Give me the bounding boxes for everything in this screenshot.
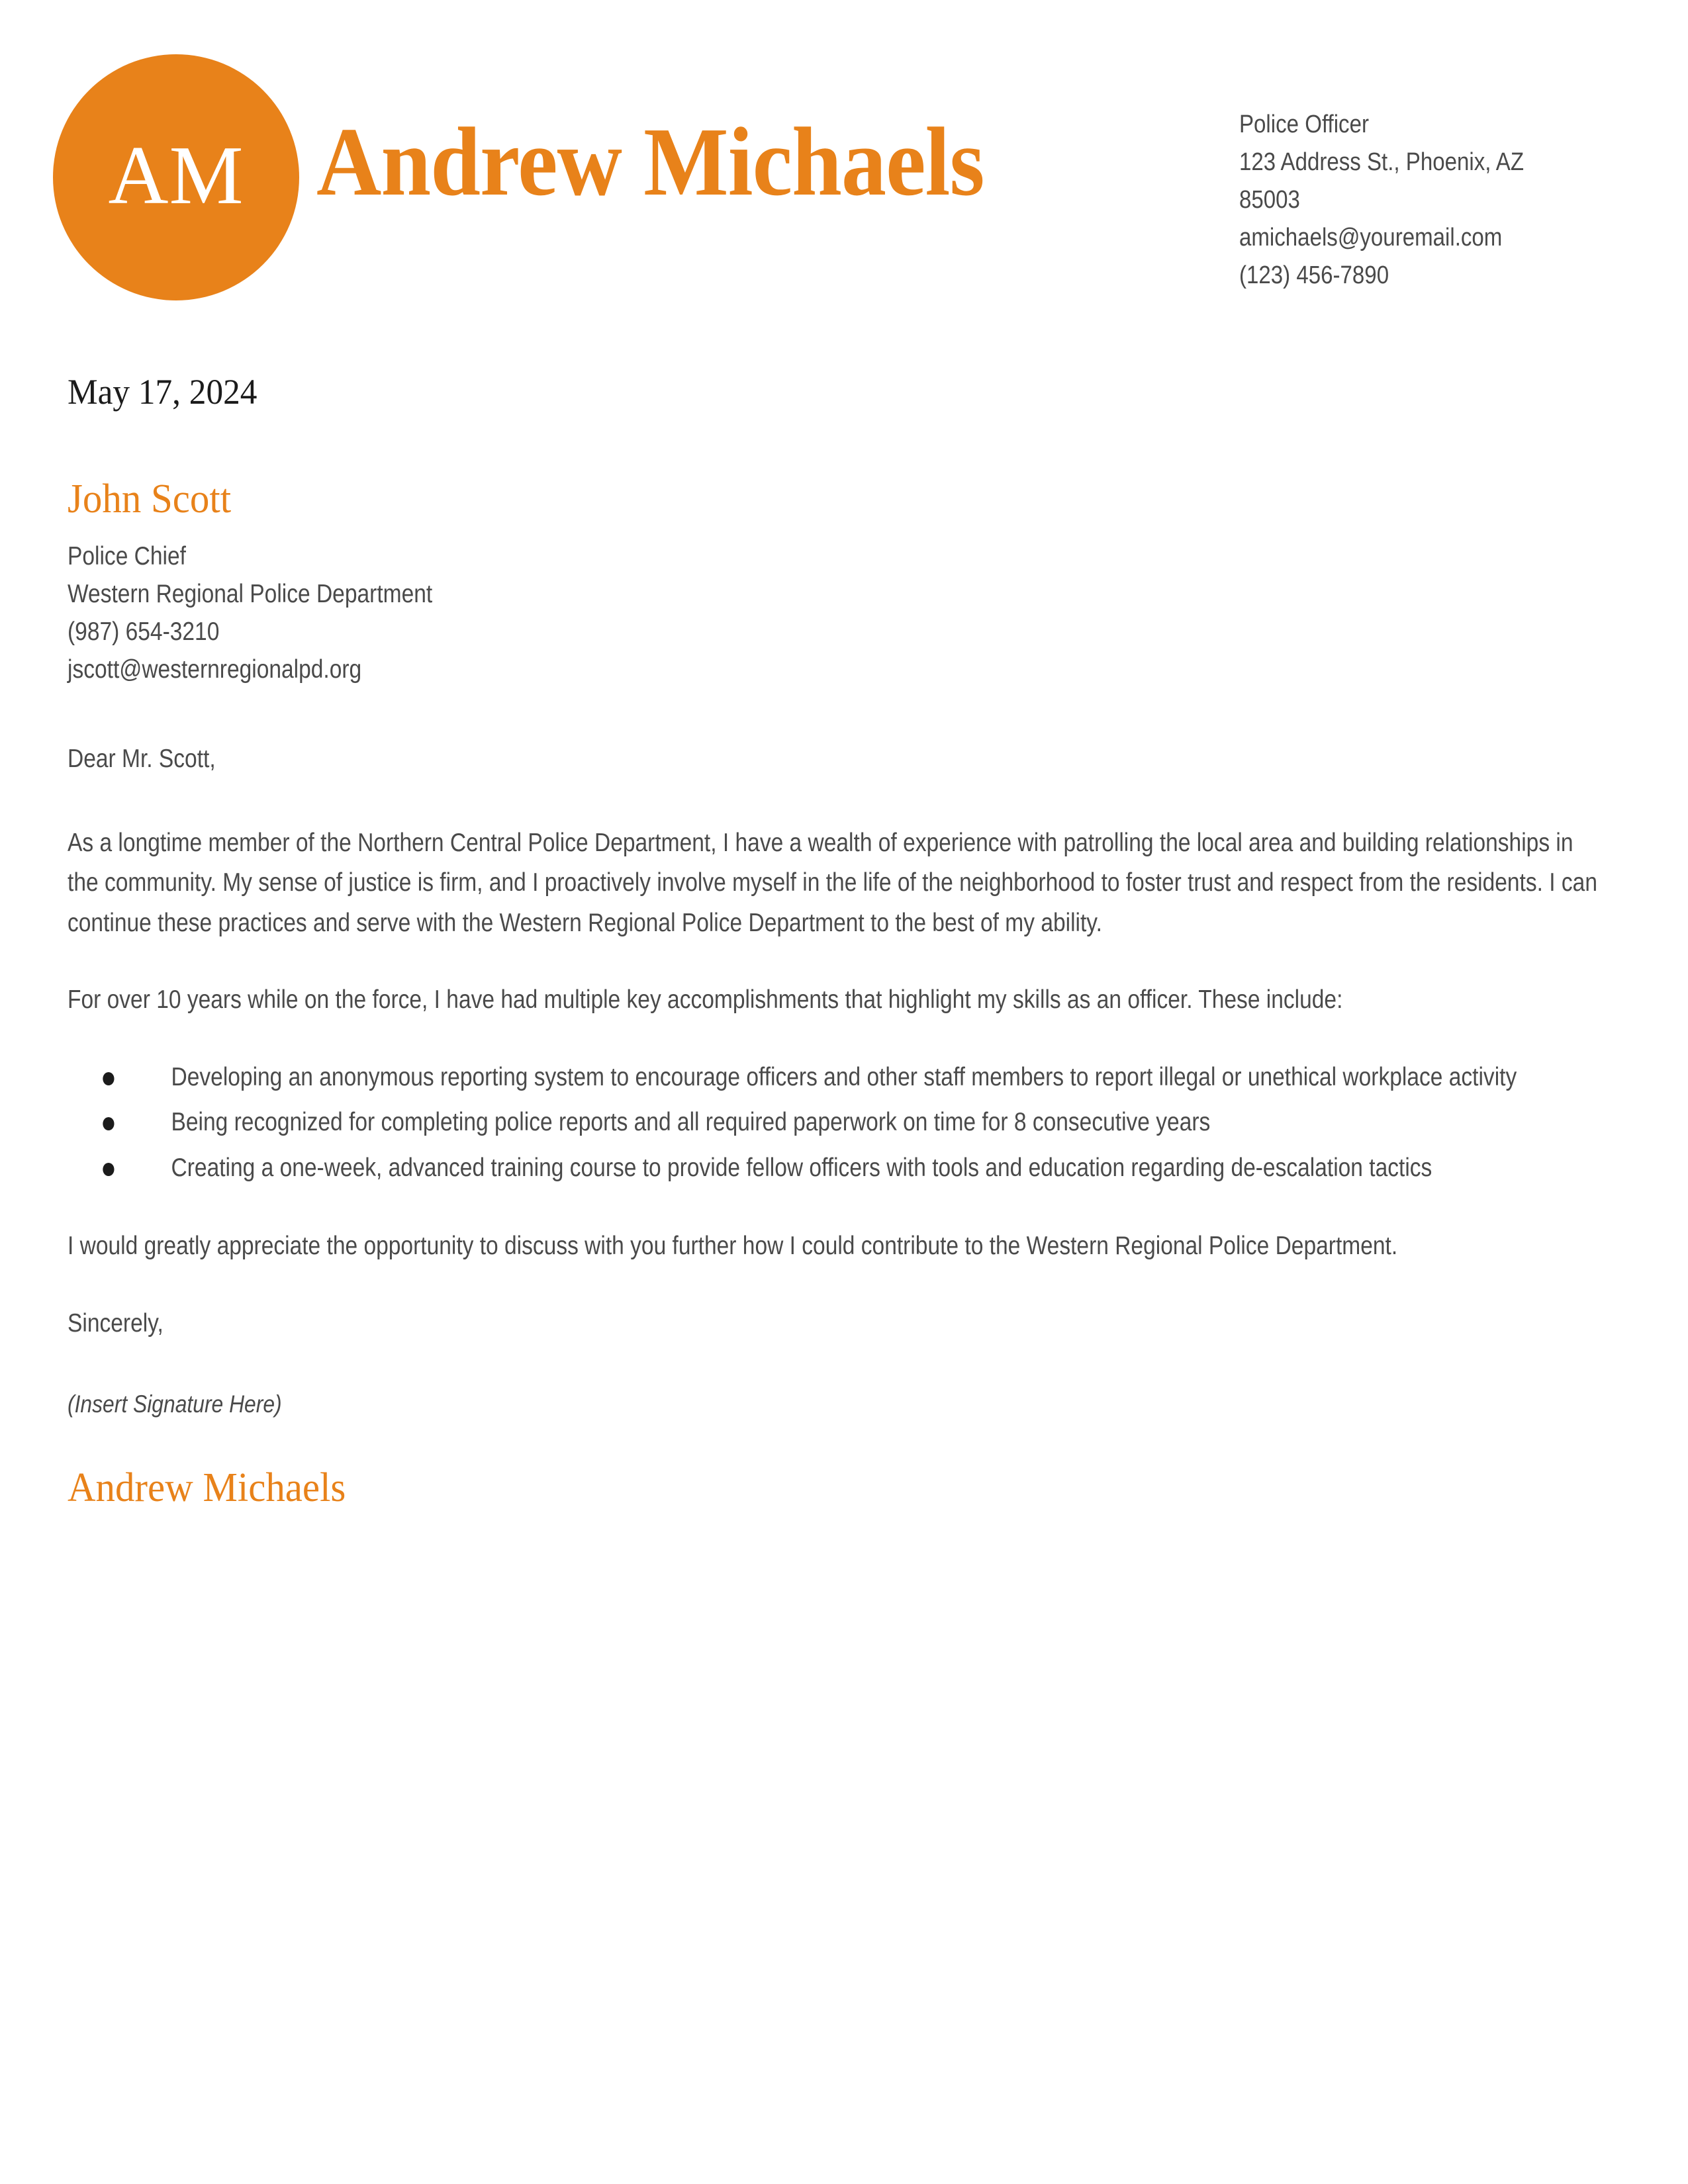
- contact-address: 123 Address St., Phoenix, AZ 85003: [1239, 148, 1524, 214]
- monogram-initials: AM: [108, 130, 244, 222]
- paragraph-intro: As a longtime member of the Northern Central Police Department, I have a wealth of experience with patrolling the local area and building relationships in the community. My sense of justice is firm, and I proactively involve myself in the life of the neighborhood to foster trust and respect from the residents. I can continue these practices and serve with the Western Regional Police Department to the best of my ability.: [68, 828, 1597, 937]
- list-item: [68, 1058, 1605, 1097]
- letter-body: [68, 371, 1603, 1513]
- list-item: [68, 1103, 1605, 1142]
- list-item-text: Developing an anonymous reporting system to encourage officers and other staff members to report illegal or unethical workplace activity: [171, 1062, 1517, 1091]
- page-title: Andrew Michaels: [316, 108, 984, 216]
- bullet-dot-icon: [103, 1072, 114, 1085]
- contact-email: amichaels@youremail.com: [1239, 224, 1503, 251]
- recipient-title: Police Chief: [68, 542, 186, 571]
- salutation: Dear Mr. Scott,: [68, 744, 216, 773]
- recipient-email: jscott@westernregionalpd.org: [68, 655, 362, 684]
- bullet-dot-icon: [103, 1163, 114, 1176]
- list-item-text: Being recognized for completing police reports and all required paperwork on time for 8 consecutive years: [171, 1108, 1211, 1137]
- recipient-name: John Scott: [68, 476, 232, 522]
- contact-block: [1239, 106, 1562, 295]
- letterhead-header: [0, 0, 1688, 331]
- contact-phone: (123) 456-7890: [1239, 261, 1389, 289]
- paragraph-accomplishments-lead: For over 10 years while on the force, I have had multiple key accomplishments that highlight my skills as an officer. These include:: [68, 985, 1343, 1015]
- contact-job-title: Police Officer: [1239, 111, 1369, 138]
- recipient-details: [68, 538, 1388, 689]
- list-item-text: Creating a one-week, advanced training course to provide fellow officers with tools and education regarding de-escalation tactics: [171, 1153, 1432, 1182]
- signature-name: Andrew Michaels: [68, 1465, 346, 1511]
- monogram-badge: [53, 54, 299, 300]
- recipient-organization: Western Regional Police Department: [68, 580, 433, 609]
- list-item: [68, 1148, 1605, 1188]
- letter-date: May 17, 2024: [68, 372, 258, 412]
- signoff: Sincerely,: [68, 1309, 164, 1338]
- signature-placeholder: (Insert Signature Here): [68, 1390, 282, 1418]
- accomplishments-list: [68, 1058, 1605, 1188]
- recipient-phone: (987) 654-3210: [68, 617, 220, 647]
- paragraph-closing: I would greatly appreciate the opportunity to discuss with you further how I could contribute to the Western Regional Police Department.: [68, 1231, 1398, 1260]
- bullet-dot-icon: [103, 1117, 114, 1130]
